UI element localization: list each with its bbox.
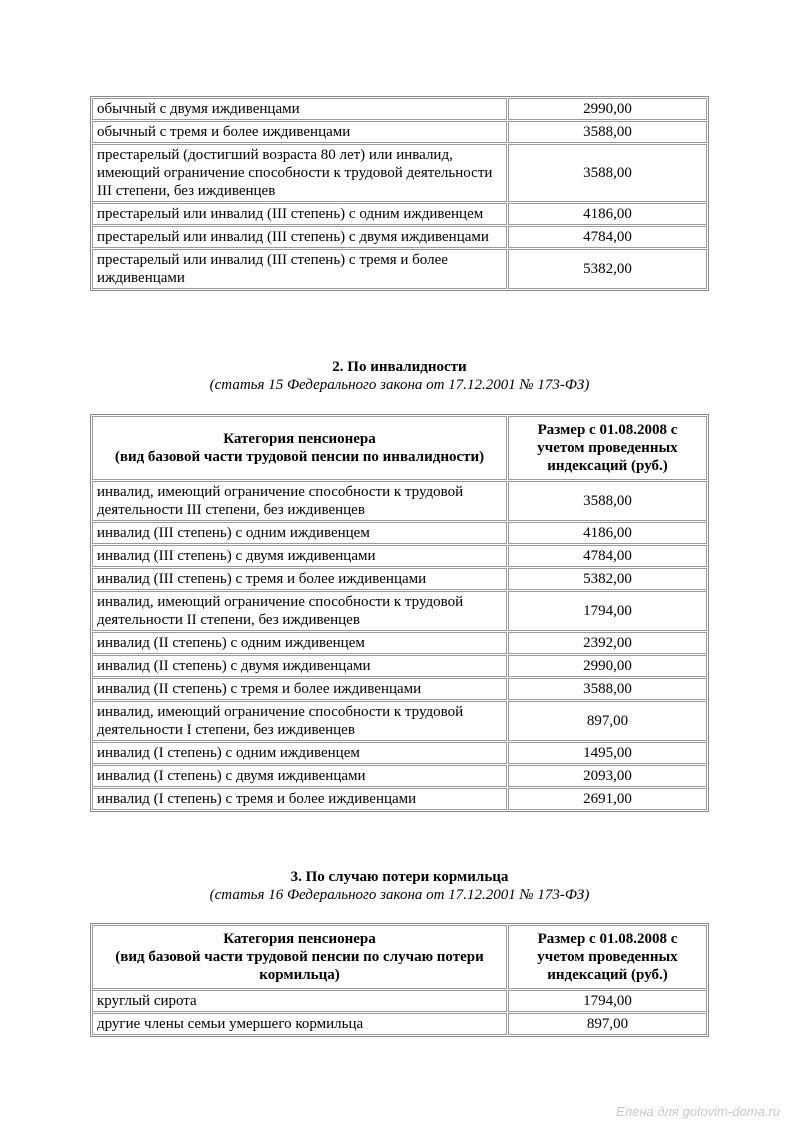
category-cell: инвалид (II степень) с тремя и более иждивенцами <box>92 678 507 700</box>
column-header-category-line1: Категория пенсионера <box>223 931 376 947</box>
table-row <box>92 249 707 289</box>
amount-cell: 1495,00 <box>508 742 707 764</box>
category-cell: инвалид, имеющий ограничение способности к трудовой деятельности I степени, без иждивенцев <box>92 701 507 741</box>
section-3-subtitle: (статья 16 Федерального закона от 17.12.2001 № 173-ФЗ) <box>209 887 590 903</box>
table-row <box>92 568 707 590</box>
amount-cell: 2990,00 <box>508 655 707 677</box>
amount-cell: 5382,00 <box>508 249 707 289</box>
section-2-title: 2. По инвалидности <box>332 359 467 375</box>
watermark: Елена для gotovim-doma.ru <box>616 1104 780 1119</box>
amount-cell: 3588,00 <box>508 481 707 521</box>
amount-cell: 4784,00 <box>508 545 707 567</box>
column-header-category-line2: (вид базовой части трудовой пенсии по случаю потери кормильца) <box>115 949 484 983</box>
amount-cell: 2392,00 <box>508 632 707 654</box>
category-cell: инвалид (III степень) с тремя и более иждивенцами <box>92 568 507 590</box>
category-cell: престарелый или инвалид (III степень) с двумя иждивенцами <box>92 226 507 248</box>
column-header-category <box>92 925 507 989</box>
amount-cell: 897,00 <box>508 701 707 741</box>
table-row <box>92 765 707 787</box>
category-cell: престарелый или инвалид (III степень) с тремя и более иждивенцами <box>92 249 507 289</box>
category-cell: престарелый (достигший возраста 80 лет) или инвалид, имеющий ограничение способности к трудовой деятельности III степени, без иждивенцев <box>92 144 507 202</box>
amount-cell: 2990,00 <box>508 98 707 120</box>
disability-pension-table <box>90 414 709 812</box>
table-row <box>92 701 707 741</box>
category-cell: инвалид (I степень) с тремя и более иждивенцами <box>92 788 507 810</box>
table-row <box>92 655 707 677</box>
column-header-amount: Размер с 01.08.2008 с учетом проведенных индексаций (руб.) <box>508 925 707 989</box>
category-cell: инвалид (I степень) с двумя иждивенцами <box>92 765 507 787</box>
category-cell: инвалид (II степень) с одним иждивенцем <box>92 632 507 654</box>
amount-cell: 3588,00 <box>508 678 707 700</box>
category-cell: престарелый или инвалид (III степень) с одним иждивенцем <box>92 203 507 225</box>
survivor-pension-table <box>90 923 709 1037</box>
table-row <box>92 545 707 567</box>
category-cell: обычный с тремя и более иждивенцами <box>92 121 507 143</box>
table-row <box>92 1013 707 1035</box>
table-row <box>92 203 707 225</box>
amount-cell: 3588,00 <box>508 144 707 202</box>
amount-cell: 1794,00 <box>508 591 707 631</box>
category-cell: инвалид (III степень) с одним иждивенцем <box>92 522 507 544</box>
table-row <box>92 226 707 248</box>
section-3-heading <box>90 868 709 904</box>
category-cell: инвалид (III степень) с двумя иждивенцами <box>92 545 507 567</box>
category-cell: круглый сирота <box>92 990 507 1012</box>
table-row <box>92 144 707 202</box>
table-header-row <box>92 416 707 480</box>
section-2-heading <box>90 358 709 394</box>
table-row <box>92 742 707 764</box>
table-row <box>92 522 707 544</box>
table-row <box>92 591 707 631</box>
amount-cell: 4186,00 <box>508 522 707 544</box>
column-header-amount: Размер с 01.08.2008 с учетом проведенных индексаций (руб.) <box>508 416 707 480</box>
pension-table-continued <box>90 96 709 291</box>
amount-cell: 1794,00 <box>508 990 707 1012</box>
table-row <box>92 990 707 1012</box>
category-cell: обычный с двумя иждивенцами <box>92 98 507 120</box>
category-cell: инвалид, имеющий ограничение способности к трудовой деятельности II степени, без иждивенцев <box>92 591 507 631</box>
table-row <box>92 481 707 521</box>
table-row <box>92 632 707 654</box>
amount-cell: 4186,00 <box>508 203 707 225</box>
category-cell: инвалид (II степень) с двумя иждивенцами <box>92 655 507 677</box>
column-header-category-line2: (вид базовой части трудовой пенсии по инвалидности) <box>114 449 485 465</box>
category-cell: другие члены семьи умершего кормильца <box>92 1013 507 1035</box>
table-row <box>92 121 707 143</box>
amount-cell: 5382,00 <box>508 568 707 590</box>
section-2-subtitle: (статья 15 Федерального закона от 17.12.2001 № 173-ФЗ) <box>209 377 590 393</box>
amount-cell: 3588,00 <box>508 121 707 143</box>
table-row <box>92 788 707 810</box>
table-row <box>92 678 707 700</box>
amount-cell: 2691,00 <box>508 788 707 810</box>
column-header-category <box>92 416 507 480</box>
amount-cell: 2093,00 <box>508 765 707 787</box>
amount-cell: 4784,00 <box>508 226 707 248</box>
table-header-row <box>92 925 707 989</box>
category-cell: инвалид (I степень) с одним иждивенцем <box>92 742 507 764</box>
section-3-title: 3. По случаю потери кормильца <box>290 869 509 885</box>
table-row <box>92 98 707 120</box>
category-cell: инвалид, имеющий ограничение способности к трудовой деятельности III степени, без иждивенцев <box>92 481 507 521</box>
amount-cell: 897,00 <box>508 1013 707 1035</box>
column-header-category-line1: Категория пенсионера <box>223 431 376 447</box>
